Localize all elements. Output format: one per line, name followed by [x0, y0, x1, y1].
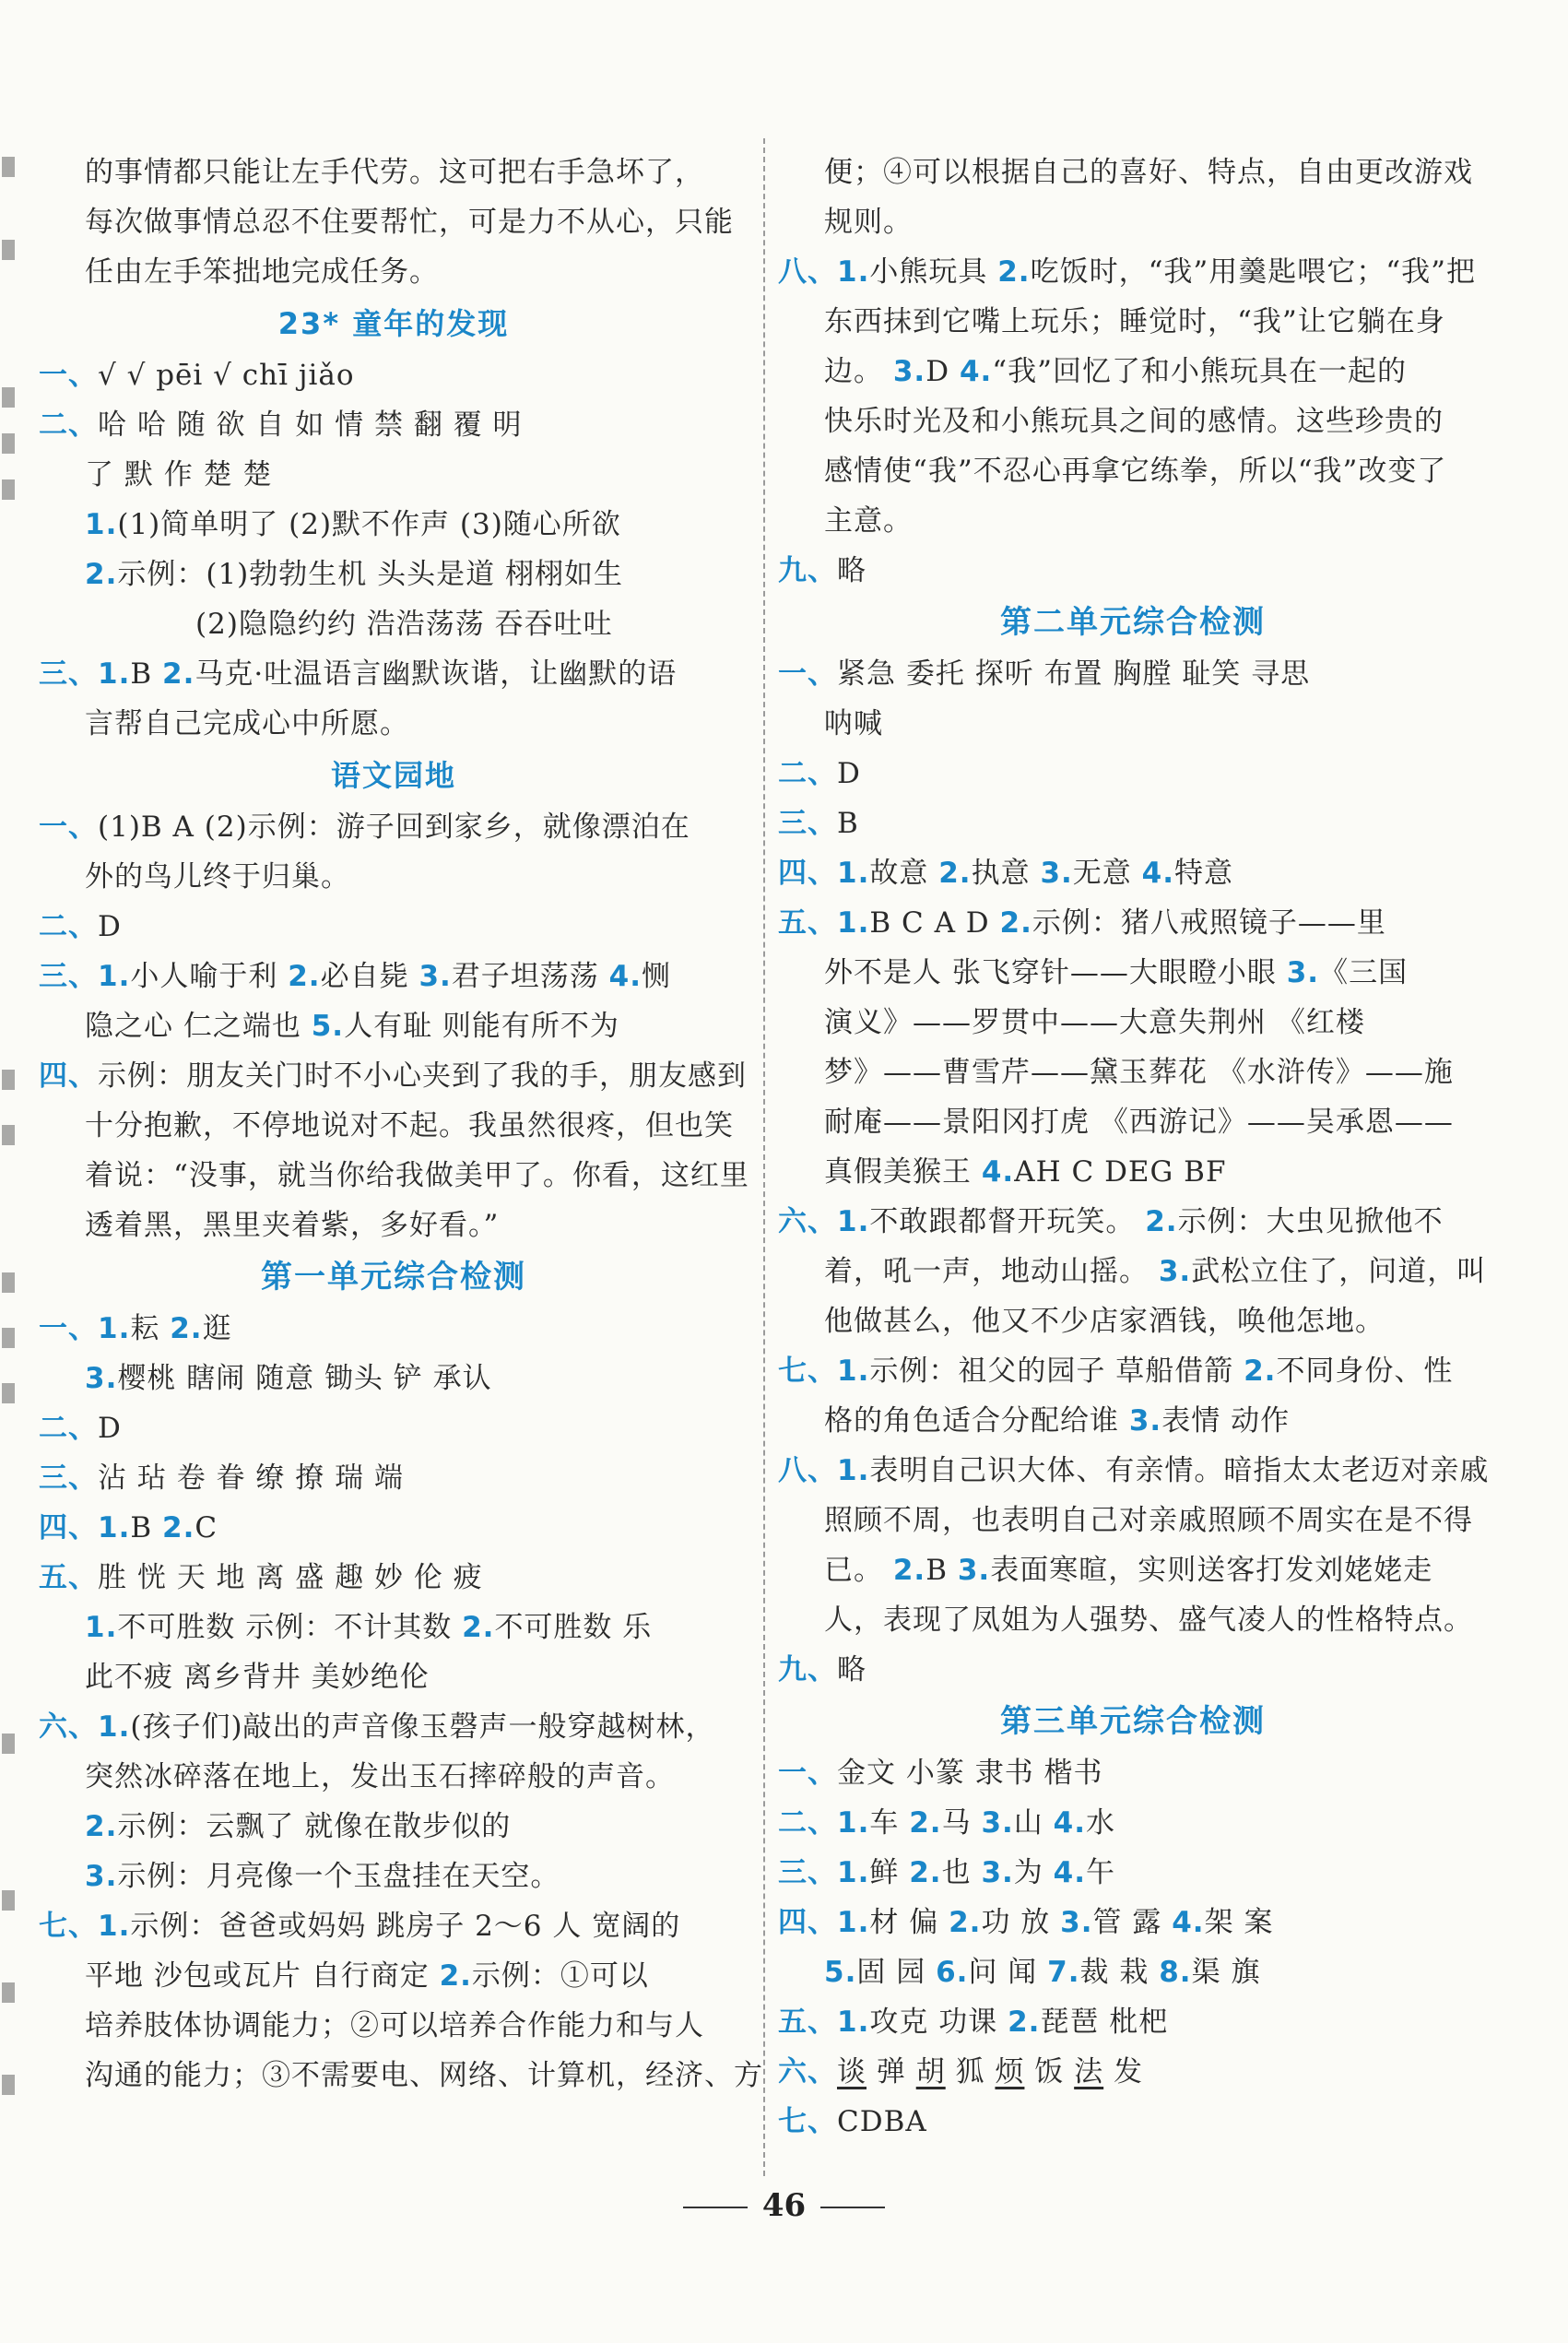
item-number: 3. — [1060, 1906, 1093, 1939]
answer-text: 谈 — [837, 2055, 867, 2089]
answer-text: 言帮自己完成心中所愿。 — [85, 707, 409, 740]
answer-line — [39, 1752, 749, 1802]
answer-text: 规则。 — [824, 206, 913, 239]
answer-line — [778, 1997, 1488, 2047]
answer-text: 吃饭时，“我”用羹匙喂它；“我”把 — [1030, 255, 1476, 289]
item-number: 3. — [1040, 857, 1073, 890]
answer-line — [778, 1595, 1488, 1645]
answer-text: 法 — [1074, 2055, 1104, 2089]
answer-line — [39, 852, 749, 902]
item-number: 2. — [997, 255, 1031, 289]
answer-line — [778, 1047, 1488, 1097]
answer-text: 架 案 — [1204, 1906, 1274, 1939]
answer-text: 呐喊 — [824, 707, 883, 740]
section-marker: 二、 — [39, 1412, 98, 1445]
section-title: 第一单元综合检测 — [261, 1259, 526, 1296]
item-number: 1. — [98, 657, 131, 691]
answer-text: 为 — [1013, 1856, 1054, 1889]
answer-line — [778, 848, 1488, 898]
item-number: 1. — [837, 1454, 870, 1487]
item-number: 4. — [1053, 1806, 1087, 1840]
item-number: 2. — [909, 1856, 942, 1889]
right-column — [778, 148, 1488, 2147]
answer-text: 紧急 委托 探听 布置 胸膛 耻笑 寻思 — [837, 657, 1311, 691]
answer-text: 感情使“我”不忍心再拿它练拳，所以“我”改变了 — [824, 455, 1447, 488]
item-number: 5. — [824, 1956, 857, 1989]
column-divider — [763, 138, 765, 2176]
answer-line — [39, 350, 749, 400]
answer-text: D — [837, 757, 861, 790]
answer-text: 故意 — [869, 857, 939, 890]
item-number: 1. — [837, 1205, 870, 1238]
answer-text: 演义》——罗贯中——大意失荆州 《红楼 — [824, 1006, 1365, 1039]
answer-text: 马克·吐温语言幽默诙谐，让幽默的语 — [195, 657, 678, 691]
left-column — [39, 148, 763, 2100]
item-number: 1. — [85, 1611, 118, 1644]
answer-text: 逛 — [202, 1312, 232, 1345]
answer-text: 了 默 作 楚 楚 — [85, 458, 273, 491]
item-number: 1. — [837, 255, 870, 289]
section-marker: 一、 — [778, 657, 837, 691]
section-title: 第三单元综合检测 — [1000, 1703, 1266, 1740]
answer-text: 示例：月亮像一个玉盘挂在天空。 — [117, 1860, 560, 1893]
answer-text: 示例：猪八戒照镜子——里 — [1032, 906, 1386, 940]
item-number: 3. — [1158, 1255, 1192, 1288]
answer-text: CDBA — [837, 2105, 927, 2138]
answer-text: 边。 — [824, 355, 893, 388]
answer-text: 人有耻 则能有所不为 — [344, 1010, 619, 1043]
answer-line — [39, 1403, 749, 1453]
section-marker: 五、 — [778, 906, 837, 940]
answer-line — [778, 1947, 1488, 1997]
section-marker: 三、 — [39, 657, 98, 691]
item-number: 1. — [837, 1856, 870, 1889]
answer-line — [39, 1151, 749, 1201]
answer-text: 快乐时光及和小熊玩具之间的感情。这些珍贵的 — [824, 405, 1444, 438]
answer-text: C — [195, 1511, 218, 1544]
answer-text: B — [130, 657, 162, 691]
item-number: 1. — [85, 508, 118, 541]
answer-line — [39, 1001, 749, 1051]
answer-line — [778, 1545, 1488, 1595]
answer-text: 示例：祖父的园子 草船借箭 — [869, 1355, 1244, 1388]
item-number: 1. — [837, 2006, 870, 2039]
answer-line — [778, 1296, 1488, 1346]
answer-text: (孩子们)敲出的声音像玉磬声一般穿越树林， — [130, 1710, 715, 1744]
answer-text: B — [130, 1511, 162, 1544]
answer-line — [39, 599, 749, 649]
answer-line — [778, 1798, 1488, 1848]
answer-line — [778, 1147, 1488, 1197]
section-marker: 一、 — [39, 1312, 98, 1345]
answer-text: 功 放 — [981, 1906, 1061, 1939]
answer-text: 管 露 — [1092, 1906, 1173, 1939]
answer-text: 每次做事情总忍不住要帮忙，可是力不从心，只能 — [85, 206, 734, 239]
item-number: 1. — [837, 1806, 870, 1840]
item-number: 2. — [949, 1906, 982, 1939]
answer-line — [39, 400, 749, 450]
item-number: 1. — [837, 1906, 870, 1939]
section-marker: 一、 — [39, 359, 98, 392]
answer-line — [39, 1901, 749, 1951]
item-number: 4. — [959, 355, 993, 388]
section-marker: 三、 — [778, 1856, 837, 1889]
section-marker: 四、 — [39, 1511, 98, 1544]
answer-text: 无意 — [1072, 857, 1142, 890]
answer-text: 示例：(1)勃勃生机 头头是道 栩栩如生 — [117, 558, 623, 591]
answer-text: 沟通的能力；③不需要电、网络、计算机，经济、方 — [85, 2059, 763, 2092]
answer-text: 恻 — [642, 960, 672, 993]
item-number: 3. — [419, 960, 452, 993]
item-number: 2. — [439, 1959, 472, 1993]
answer-text: 此不疲 离乡背井 美妙绝伦 — [85, 1661, 430, 1694]
answer-text: 便；④可以根据自己的喜好、特点，自由更改游戏 — [824, 156, 1473, 189]
answer-text: 表明自己识大体、有亲情。暗指太太老迈对亲戚 — [869, 1454, 1490, 1487]
answer-text: (2)隐隐约约 浩浩荡荡 吞吞吐吐 — [195, 608, 613, 641]
answer-line — [778, 898, 1488, 948]
section-marker: 四、 — [39, 1059, 98, 1093]
section-marker: 一、 — [39, 811, 98, 844]
answer-line — [39, 1852, 749, 1901]
answer-line — [39, 1503, 749, 1553]
section-marker: 二、 — [778, 1806, 837, 1840]
answer-line — [778, 2097, 1488, 2147]
item-number: 3. — [1128, 1404, 1162, 1438]
answer-line — [778, 1097, 1488, 1147]
answer-text: 沾 玷 卷 眷 缭 撩 瑞 端 — [98, 1461, 404, 1495]
answer-line — [39, 2051, 763, 2100]
item-number: 2. — [462, 1611, 495, 1644]
answer-line — [39, 952, 749, 1001]
answer-line — [778, 998, 1488, 1047]
item-number: 3. — [981, 1856, 1014, 1889]
answer-text: 车 — [869, 1806, 910, 1840]
answer-line — [39, 1652, 749, 1702]
item-number: 3. — [981, 1806, 1014, 1840]
answer-text: √ √ pēi √ chī jiǎo — [98, 359, 355, 392]
item-number: 3. — [1286, 956, 1320, 989]
answer-text: 格的角色适合分配给谁 — [824, 1404, 1129, 1438]
item-number: 4. — [1172, 1906, 1205, 1939]
item-number: 2. — [170, 1312, 203, 1345]
answer-text: 突然冰碎落在地上，发出玉石摔碎般的声音。 — [85, 1760, 675, 1793]
answer-text: 必自毙 — [320, 960, 419, 993]
answer-text: 任由左手笨拙地完成任务。 — [85, 255, 439, 289]
answer-text: AH C DEG BF — [1014, 1155, 1227, 1189]
item-number: 2. — [938, 857, 972, 890]
answer-text: “我”回忆了和小熊玩具在一起的 — [992, 355, 1407, 388]
answer-line — [39, 649, 749, 699]
answer-line — [39, 450, 749, 500]
answer-line — [778, 1645, 1488, 1695]
answer-text: 武松立住了，问道，叫 — [1191, 1255, 1487, 1288]
section-marker: 二、 — [39, 910, 98, 943]
answer-line — [778, 1748, 1488, 1798]
answer-text: 示例：朋友关门时不小心夹到了我的手，朋友感到 — [98, 1059, 747, 1093]
answer-text: 哈 哈 随 欲 自 如 情 禁 翻 覆 明 — [98, 408, 523, 442]
answer-text: 不可胜数 示例：不计其数 — [117, 1611, 463, 1644]
item-number: 2. — [999, 906, 1032, 940]
answer-text: 平地 沙包或瓦片 自行商定 — [85, 1959, 440, 1993]
answer-text: 外的鸟儿终于归巢。 — [85, 860, 350, 893]
answer-line — [778, 799, 1488, 848]
answer-text: 君子坦荡荡 — [451, 960, 609, 993]
answer-text: 执意 — [971, 857, 1041, 890]
answer-line — [39, 902, 749, 952]
answer-text: 东西抹到它嘴上玩乐；睡觉时，“我”让它躺在身 — [824, 305, 1445, 338]
answer-text: 人，表现了凤姐为人强势、盛气凌人的性格特点。 — [824, 1603, 1473, 1637]
answer-line — [39, 1951, 749, 2001]
answer-line — [778, 1898, 1488, 1947]
section-marker: 三、 — [778, 807, 837, 840]
answer-text: 不敢跟都督开玩笑。 — [869, 1205, 1146, 1238]
answer-line — [39, 1101, 749, 1151]
answer-text: D — [98, 910, 122, 943]
answer-text: 鲜 — [869, 1856, 910, 1889]
answer-text: 隐之心 仁之端也 — [85, 1010, 312, 1043]
answer-text: 金文 小篆 隶书 楷书 — [837, 1757, 1103, 1790]
item-number: 3. — [892, 355, 926, 388]
item-number: 2. — [1008, 2006, 1041, 2039]
item-number: 6. — [936, 1956, 969, 1989]
item-number: 2. — [85, 1810, 118, 1843]
answer-text: 耐庵——景阳冈打虎 《西游记》——吴承恩—— — [824, 1106, 1454, 1139]
answer-text: 耘 — [130, 1312, 171, 1345]
item-number: 1. — [98, 1710, 131, 1744]
answer-text: 饭 — [1024, 2055, 1075, 2089]
item-number: 2. — [162, 1511, 195, 1544]
answer-text: 小人喻于利 — [130, 960, 289, 993]
answer-line — [39, 247, 749, 297]
answer-text: 固 园 — [856, 1956, 937, 1989]
item-number: 1. — [98, 1511, 131, 1544]
answer-text: 外不是人 张飞穿针——大眼瞪小眼 — [824, 956, 1287, 989]
answer-line — [39, 500, 749, 550]
item-number: 2. — [162, 657, 195, 691]
item-number: 1. — [98, 960, 131, 993]
answer-text: 胡 — [915, 2055, 946, 2089]
answer-line — [39, 1051, 749, 1101]
answer-line — [778, 1496, 1488, 1545]
item-number: 2. — [892, 1554, 926, 1587]
answer-text: 裁 栽 — [1079, 1956, 1160, 1989]
section-marker: 六、 — [39, 1710, 98, 1744]
answer-text: 照顾不周，也表明自己对亲戚照顾不周实在是不得 — [824, 1504, 1473, 1537]
answer-line — [778, 347, 1488, 396]
answer-line — [778, 546, 1488, 596]
answer-text: D — [98, 1412, 122, 1445]
answer-line — [778, 396, 1488, 446]
answer-line — [778, 1396, 1488, 1446]
answer-text: 表面寒暄，实则送客打发刘姥姥走 — [990, 1554, 1433, 1587]
item-number: 1. — [837, 906, 870, 940]
item-number: 1. — [837, 857, 870, 890]
item-number: 3. — [957, 1554, 991, 1587]
section-marker: 四、 — [778, 1906, 837, 1939]
section-marker: 三、 — [39, 1461, 98, 1495]
answer-text: 不同身份、性 — [1276, 1355, 1454, 1388]
item-number: 2. — [1244, 1355, 1277, 1388]
answer-text: 午 — [1086, 1856, 1116, 1889]
page-number-text: 46 — [761, 2187, 807, 2224]
item-number: 1. — [98, 1910, 131, 1943]
item-number: 4. — [608, 960, 643, 993]
answer-text: 的事情都只能让左手代劳。这可把右手急坏了， — [85, 156, 704, 189]
answer-line — [778, 948, 1488, 998]
answer-line — [39, 1702, 749, 1752]
answer-text: 材 偏 — [869, 1906, 949, 1939]
answer-text: 示例：①可以 — [471, 1959, 649, 1993]
answer-text: 示例：大虫见掀他不 — [1177, 1205, 1444, 1238]
item-number: 5. — [311, 1010, 345, 1043]
answer-text: 着，吼一声，地动山摇。 — [824, 1255, 1159, 1288]
answer-text: 山 — [1013, 1806, 1054, 1840]
answer-text: 樱桃 瞎闹 随意 锄头 铲 承认 — [117, 1362, 492, 1395]
section-title: 第二单元综合检测 — [1000, 604, 1266, 641]
answer-text: 他做甚么，他又不少店家酒钱，唤他怎地。 — [824, 1305, 1385, 1338]
answer-text: 小熊玩具 — [869, 255, 998, 289]
answer-text: 《三国 — [1319, 956, 1409, 989]
section-marker: 七、 — [778, 1355, 837, 1388]
answer-text: 烦 — [995, 2055, 1025, 2089]
answer-text: 马 — [941, 1806, 982, 1840]
answer-text: 攻克 功课 — [869, 2006, 1008, 2039]
answer-line — [778, 148, 1488, 197]
item-number: 3. — [85, 1362, 118, 1395]
answer-text: 渠 旗 — [1191, 1956, 1261, 1989]
answer-text: 示例：云飘了 就像在散步似的 — [117, 1810, 512, 1843]
answer-line — [778, 1446, 1488, 1496]
item-number: 4. — [981, 1155, 1015, 1189]
answer-line — [39, 550, 749, 599]
answer-text: 表情 动作 — [1161, 1404, 1291, 1438]
item-number: 2. — [909, 1806, 942, 1840]
section-title: 23* 童年的发现 — [277, 306, 510, 341]
section-marker: 九、 — [778, 1653, 837, 1686]
section-marker: 一、 — [778, 1757, 837, 1790]
page-number — [0, 2187, 1568, 2224]
answer-line — [778, 496, 1488, 546]
section-marker: 六、 — [778, 2055, 837, 2089]
section-marker: 五、 — [778, 2006, 837, 2039]
section-marker: 七、 — [39, 1910, 98, 1943]
section-marker: 二、 — [39, 408, 98, 442]
section-marker: 三、 — [39, 960, 98, 993]
answer-line — [39, 2001, 749, 2051]
answer-line — [39, 1304, 749, 1354]
item-number: 1. — [98, 1312, 131, 1345]
answer-text: 胜 恍 天 地 离 盛 趣 妙 伦 疲 — [98, 1561, 483, 1594]
answer-text: 透着黑，黑里夹着紫，多好看。” — [85, 1209, 500, 1242]
answer-text: (1)B A (2)示例：游子回到家乡，就像漂泊在 — [98, 811, 690, 844]
item-number: 4. — [1141, 857, 1175, 890]
answer-line — [39, 197, 749, 247]
answer-line — [778, 297, 1488, 347]
section-marker: 八、 — [778, 255, 837, 289]
answer-text: B — [837, 807, 859, 840]
section-marker: 九、 — [778, 554, 837, 587]
item-number: 8. — [1159, 1956, 1192, 1989]
answer-text: (1)简单明了 (2)默不作声 (3)随心所欲 — [117, 508, 621, 541]
answer-line — [778, 1848, 1488, 1898]
answer-line — [778, 749, 1488, 799]
item-number: 3. — [85, 1860, 118, 1893]
section-marker: 七、 — [778, 2105, 837, 2138]
answer-text: 真假美猴王 — [824, 1155, 982, 1189]
answer-line — [39, 802, 749, 852]
answer-line — [778, 2047, 1488, 2097]
answer-text: 不可胜数 乐 — [494, 1611, 653, 1644]
answer-line — [39, 148, 749, 197]
answer-text: D — [925, 355, 960, 388]
answer-line — [778, 1247, 1488, 1296]
answer-text: 培养肢体协调能力；②可以培养合作能力和与人 — [85, 2009, 704, 2042]
item-number: 2. — [1145, 1205, 1178, 1238]
answer-text: 梦》——曹雪芹——黛玉葬花 《水浒传》——施 — [824, 1056, 1454, 1089]
answer-text: 狐 — [945, 2055, 996, 2089]
answer-line — [778, 1197, 1488, 1247]
section-marker: 五、 — [39, 1561, 98, 1594]
section-marker: 六、 — [778, 1205, 837, 1238]
item-number: 2. — [288, 960, 321, 993]
answer-text: B C A D — [869, 906, 1000, 940]
answer-line — [778, 247, 1488, 297]
item-number: 2. — [85, 558, 118, 591]
section-marker: 二、 — [778, 757, 837, 790]
answer-line — [39, 1802, 749, 1852]
answer-line — [39, 1453, 749, 1503]
answer-text: 问 闻 — [968, 1956, 1048, 1989]
item-number: 1. — [837, 1355, 870, 1388]
answer-line — [778, 699, 1488, 749]
answer-line — [778, 1346, 1488, 1396]
answer-text: 略 — [837, 554, 867, 587]
answer-line — [39, 1201, 749, 1250]
item-number: 4. — [1053, 1856, 1087, 1889]
answer-text: 十分抱歉，不停地说对不起。我虽然很疼，但也笑 — [85, 1109, 734, 1142]
answer-text: 着说：“没事，就当你给我做美甲了。你看，这红里 — [85, 1159, 749, 1192]
section-title: 语文园地 — [330, 758, 456, 793]
answer-text: 特意 — [1174, 857, 1234, 890]
answer-text: 弹 — [867, 2055, 916, 2089]
answer-line — [39, 1354, 749, 1403]
answer-text: 水 — [1086, 1806, 1116, 1840]
answer-line — [778, 197, 1488, 247]
answer-text: 示例：爸爸或妈妈 跳房子 2～6 人 宽阔的 — [130, 1910, 681, 1943]
section-marker: 八、 — [778, 1454, 837, 1487]
section-marker: 四、 — [778, 857, 837, 890]
answer-line — [39, 699, 749, 749]
answer-text: B — [925, 1554, 958, 1587]
answer-text: 已。 — [824, 1554, 893, 1587]
answer-line — [778, 649, 1488, 699]
answer-text: 也 — [941, 1856, 982, 1889]
answer-line — [39, 1603, 749, 1652]
answer-line — [778, 446, 1488, 496]
binding-edge — [0, 0, 20, 2343]
item-number: 7. — [1047, 1956, 1080, 1989]
answer-line — [39, 1553, 749, 1603]
answer-text: 主意。 — [824, 504, 913, 538]
answer-text: 略 — [837, 1653, 867, 1686]
answer-text: 琵琶 枇杷 — [1040, 2006, 1169, 2039]
answer-text: 发 — [1103, 2055, 1144, 2089]
